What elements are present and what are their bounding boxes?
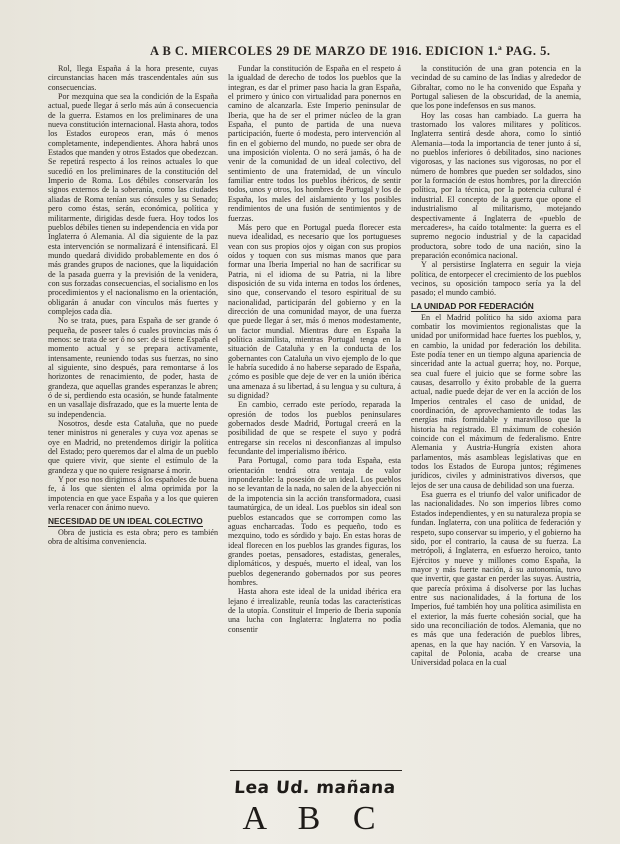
divider <box>230 770 402 771</box>
page-header: A B C. MIERCOLES 29 DE MARZO DE 1916. EDICION 1.ª PAG. 5. <box>150 44 551 58</box>
ad-logo: A B C <box>242 800 388 837</box>
paragraph: Esa guerra es el triunfo del valor unificador de las nacionalidades. No son imperios libres como Estados independientes, y en su naturaleza propia se fundan. Inglaterra, con una política de federación y respeto, supo conservar su imperio, y el gobierno ha sido, por el contrario, la causa de su fuerza. La metrópoli, á Inglaterra, en esfuerzo heroico, tanto Ejércitos y nueve y millones como España, la mayor y más fuerte nación, á su autonomía, tuvo que invertir, que gastar en perder las suyas. Austria, que parecía próxima á disolverse por las luchas entre sus nacionalidades, á la fortuna de los Imperios, fué también hoy una política asimilista en el exterior, la más fuerte cohesión social, que ha sido una reconciliación de todos. Alemania, que no es más que una federación de pueblos libres, apenas, en la que hay nación. Y en Varsovia, la capital de Polonia, acaba de crearse una Universidad polaca en la cual <box>411 490 581 668</box>
paragraph: No se trata, pues, para España de ser grande ó pequeña, de poseer tales ó cuales provincias más ó menos: se trata de ser ó no ser: de si tiene España el momento actual y se prepara activamente, intensamente, reuniendo todas sus fuerzas, no sino al siguiente, sino después, para remontarse á los horizontes de renacimiento, de poder, hasta de grandeza, que aquellas grandes esperanzas le abren; ó de si, perdiendo esta ocasión, se hunde fatalmente en un vasallaje disfrazado, que es la muerte lenta de su independencia. <box>48 316 218 419</box>
section-heading: LA UNIDAD POR FEDERACIÓN <box>411 300 534 311</box>
paragraph: Hoy las cosas han cambiado. La guerra ha trastornado los valores militares y políticos. Inglaterra sentirá desde ahora, como lo sintió Alemania—toda la importancia de tener junto á sí, no pueblos inferiores ó debilitados, sino naciones vigorosas, y las naciones sus vigorosas, no por el número de hombres que pueden ser soldados, sino por la formación de estos hombres, por la dirección política, por la técnica, por la potencia cultural é industrial. El concepto de la guerra que opone el industrialismo al militarismo, motejando despectivamente á Inglaterra de «pueblo de mercaderes», ha caído totalmente: la guerra es el supremo negocio industrial y de la capacidad productora, sobre todo de una nación, sino la preparación económica nacional. <box>411 110 581 260</box>
paragraph: Para Portugal, como para toda España, esta orientación tendrá otra ventaja de valor imponderable: la posesión de un ideal. Los pueblos no se levantan de la nada, no salen de la abyección ni de la impotencia sin la acción transformadora, cuasi taumatúrgica, de un ideal. Los pueblos sin ideal son pueblos estancados que se corrompen como las aguas encharcadas. Todo es pequeño, todo es mezquino, todo es sórdido y bajo. En estas horas de ideal florecen en los pueblos las grandes figuras, los grandes poetas, pensadores, estadistas, generales, diplomáticos, y después, muerto el ideal, van los pueblos degenerando gobernados por sus peores hombres. <box>228 456 401 587</box>
advertisement <box>226 778 404 838</box>
paragraph: Nosotros, desde esta Cataluña, que no puede tener ministros ni generales y cuya voz apenas se oye en Madrid, no pretendemos dirigir la política del Estado; pero queremos dar el alma de un pueblo que quiere vivir, que siente el estímulo de la grandeza y que no quiere resignarse á morir. <box>48 419 218 475</box>
paragraph: Y por eso nos dirigimos á los españoles de buena fe, á los que sienten el alma oprimida por la impotencia en que yace España y a los que quieren verla renacer con ánimo nuevo. <box>48 475 218 513</box>
paragraph: Fundar la constitución de España en el respeto á la igualdad de derecho de todos los pueblos que la integran, es dar el primer paso hacia la gran España, el primero y único con virtualidad para ponernos en camino de alcanzarla. Este Imperio peninsular de Iberia, que ha de ser el primer núcleo de la gran España, el punto de partida de una nueva participación, fuerte ó modesta, pero intervención al fin en el gobierno del mundo, no puede ser obra de una imposición violenta. O no será jamás, ó ha de venir de la comunidad de un ideal colectivo, del sentimiento de una fraternidad, de un vínculo familiar entre todos los pueblos ibéricos, de sentir todos, unos y otros, los hombres de Portugal y los de España, los males del aislamiento y los posibles rendimientos de una fusión de sentimientos y de fuerzas. <box>228 64 401 223</box>
paragraph: Y al persistirse Inglaterra en seguir la vieja política, de entorpecer el crecimiento de los pueblos vecinos, su oposición tampoco sería ya la del pasado; el mundo cambió. <box>411 260 581 298</box>
paragraph: Rol, llega España á la hora presente, cuyas circunstancias hacen más trascendentales aún sus consecuencias. <box>48 64 218 92</box>
column-middle <box>228 64 401 649</box>
column-right <box>411 64 581 834</box>
column-left <box>48 64 218 834</box>
paragraph: En cambio, cerrado este período, reparada la opresión de todos los pueblos peninsulares gobernados desde Madrid, Portugal creerá en la posibilidad de que se respete el suyo y podrá entregarse sin recelos ni desconfianzas al impulso fecundante del imperialismo ibérico. <box>228 400 401 457</box>
paragraph: Más pero que en Portugal pueda florecer esta nueva idealidad, es necesario que los portugueses vean con sus propios ojos y oigan con sus propios oídos y toquen con sus mismas manos que para formar una Iberia Imperial no han de sacrificar su Patria, ni el idioma de su Patria, ni la libre disposición de su vida interna en todos los órdenes, sino que, conservando el tesoro espiritual de su nacionalidad, participarán del gobierno y en la dirección de una comunidad mayor, de una fuerza que puede llegar á ser, más ó menos modestamente, un factor mundial. Mientras dure en España la política asimilista, mientras Portugal tenga en la situación de Cataluña y en la conducta de los gobernantes con Cataluña un vivo ejemplo de lo que le habría sucedido á no haberse separado de España, ¿cómo es posible que deje de ver en la unión ibérica una amenaza á su libertad, á su lengua y su cultura, á su dignidad? <box>228 222 401 401</box>
paragraph: Obra de justicia es esta obra; pero es también obra de altísima conveniencia. <box>48 527 218 546</box>
section-heading: NECESIDAD DE UN IDEAL COLECTIVO <box>48 515 203 526</box>
paragraph: Hasta ahora este ideal de la unidad ibérica era lejano é irrealizable, reunía todas las características de la utopía. Constituir el Imperio de Iberia suponía una lucha con Inglaterra: Inglaterra no podía consentir <box>228 587 401 634</box>
paragraph: Por mezquina que sea la condición de la España actual, puede llegar á serlo más aún á consecuencia de la guerra. Estamos en los preliminares de una nueva constitución internacional. Hasta ahora, todos los Estados europeos eran, más ó menos completamente, independientes. Ahora habrá unos Estados que manden y otros Estados que obedezcan. Se repetirá respecto á los reinos actuales lo que sucedió en los preliminares de la constitución del Imperio de Roma. Los débiles conservarán los signos externos de la soberanía, como las ciudades aliadas de Roma tenían sus cónsules y su Senado; pero como éstas, serán, económica, política y militarmente, dirigidas desde fuera. Hoy todos los pueblos débiles tienen su independencia en vida por Inglaterra ó Alemania. Al día siguiente de la paz esta intervención se normalizará é intensificará. El mundo quedará dividido probablemente en dos ó más grandes grupos de naciones, que la liquidación de la pasada guerra y la previsión de la venidera, con sus forzadas consecuencias, el socialismo en los procedimientos y el nacionalismo en la orientación, obligarán á anudar con vínculos más fuertes y complejos cada día. <box>48 92 218 316</box>
ad-tagline: Lea Ud. mañana <box>233 778 397 798</box>
paragraph: la constitución de una gran potencia en la vecindad de su camino de las Indias y alrededor de Gibraltar, como no le ha convenido que España y Portugal saliesen de la obscuridad, de la anemia, que los pone indefensos en sus manos. <box>411 64 581 111</box>
paragraph: En el Madrid político ha sido axioma para combatir los movimientos regionalistas que la unidad por uniformidad hace fuertes los pueblos, y, en cambio, la unidad por federación los debilita. Este podía tener en un tiempo alguna apariencia de sinceridad ante la actual guerra; hoy, no. Porque, sea cual fuere el juicio que se forme sobre las causas, desarrollo y éxito probable de la guerra actual, nadie puede dejar de ver en la acción de los Imperios centrales el caso de unidad, de coordinación, de aprovechamiento de todas las energías más formidable y maravilloso que la historia ha registrado. El máximum de cohesión coincide con el máximum de federalismo. Entre Alemania y Austria-Hungría existen ahora parlamentos, más asambleas legislativas que en todos los Estados de Europa juntos; régimenes jurídicos, civiles y administrativos diversos, que lejos de ser una causa de debilidad son una fuerza. <box>411 312 581 490</box>
